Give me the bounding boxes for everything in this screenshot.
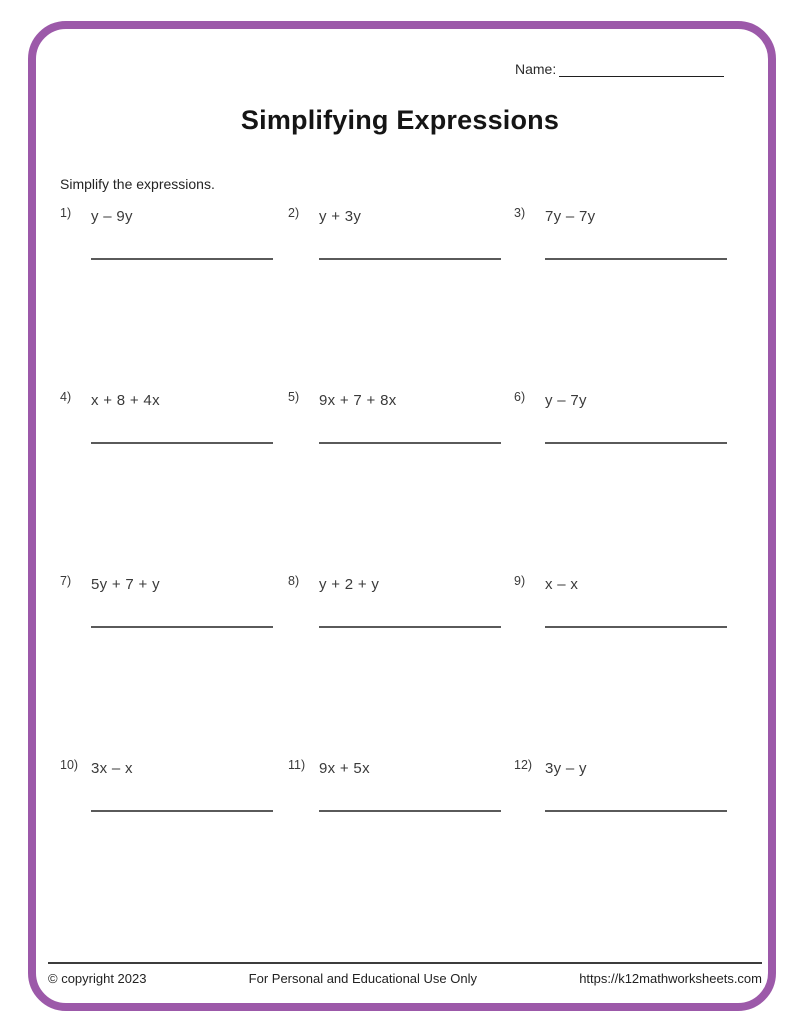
footer <box>48 971 762 986</box>
problem-number: 12) <box>514 758 533 772</box>
answer-line <box>91 258 273 260</box>
answer-line <box>91 442 273 444</box>
problem-number: 9) <box>514 574 526 588</box>
problem-item-3 <box>514 207 730 391</box>
answer-line <box>545 810 727 812</box>
problems-grid <box>60 207 730 943</box>
answer-line <box>319 442 501 444</box>
problem-item-7 <box>60 575 288 759</box>
problem-item-4 <box>60 391 288 575</box>
page-title: Simplifying Expressions <box>240 105 560 135</box>
problem-item-6 <box>514 391 730 575</box>
problem-expression: y – 9y <box>91 208 133 225</box>
footer-divider <box>48 962 762 964</box>
problem-expression: y – 7y <box>545 392 587 409</box>
problem-item-8 <box>288 575 514 759</box>
problem-number: 4) <box>60 390 72 404</box>
problem-number: 5) <box>288 390 300 404</box>
footer-usage-note: For Personal and Educational Use Only <box>248 971 478 986</box>
problem-number: 6) <box>514 390 526 404</box>
problem-number: 7) <box>60 574 72 588</box>
problem-number: 10) <box>60 758 79 772</box>
problem-item-12 <box>514 759 730 943</box>
problem-number: 11) <box>288 758 306 772</box>
problem-item-5 <box>288 391 514 575</box>
answer-line <box>545 258 727 260</box>
problem-expression: 7y – 7y <box>545 208 596 225</box>
answer-line <box>319 810 501 812</box>
problem-item-1 <box>60 207 288 391</box>
problem-expression: 3y – y <box>545 760 587 777</box>
name-fill-line <box>559 60 724 77</box>
problem-number: 2) <box>288 206 300 220</box>
problem-item-10 <box>60 759 288 943</box>
name-label: Name: <box>515 61 557 77</box>
instructions-text: Simplify the expressions. <box>60 176 215 192</box>
name-field-row <box>515 60 724 77</box>
problem-item-2 <box>288 207 514 391</box>
answer-line <box>545 626 727 628</box>
problem-number: 8) <box>288 574 300 588</box>
footer-copyright: © copyright 2023 <box>48 971 147 986</box>
problem-expression: 9x + 7 + 8x <box>319 392 397 409</box>
answer-line <box>91 810 273 812</box>
problem-number: 3) <box>514 206 526 220</box>
problem-expression: y + 3y <box>319 208 362 225</box>
problem-number: 1) <box>60 206 72 220</box>
problem-item-11 <box>288 759 514 943</box>
answer-line <box>319 258 501 260</box>
problem-expression: 5y + 7 + y <box>91 576 160 593</box>
problem-expression: 3x – x <box>91 760 133 777</box>
answer-line <box>319 626 501 628</box>
answer-line <box>545 442 727 444</box>
answer-line <box>91 626 273 628</box>
problem-expression: x + 8 + 4x <box>91 392 160 409</box>
problem-expression: 9x + 5x <box>319 760 370 777</box>
footer-website-link[interactable]: https://k12mathworksheets.com <box>579 971 762 986</box>
problem-item-9 <box>514 575 730 759</box>
problem-expression: y + 2 + y <box>319 576 380 593</box>
problem-expression: x – x <box>545 576 579 593</box>
